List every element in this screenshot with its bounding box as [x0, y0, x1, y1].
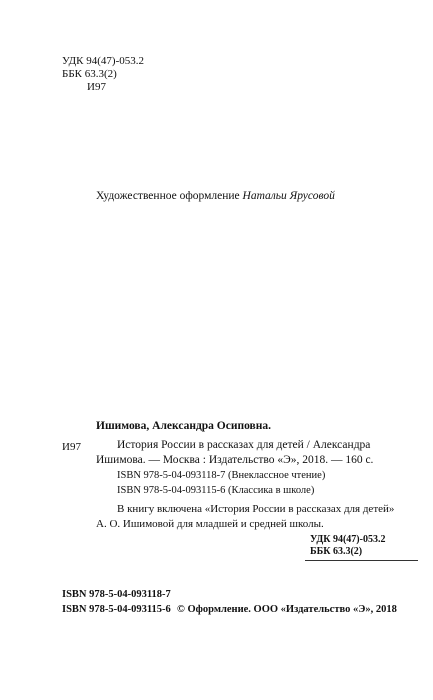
- art-credit: [96, 190, 335, 202]
- bbk-code: ББК 63.3(2): [62, 68, 117, 80]
- card-annotation-1: В книгу включена «История России в рассказах для детей»: [117, 503, 395, 515]
- card-isbn-2: ISBN 978-5-04-093115-6 (Классика в школе): [117, 485, 315, 496]
- footer-isbn-2: ISBN 978-5-04-093115-6: [62, 604, 171, 615]
- card-publisher-line: Ишимова. — Москва : Издательство «Э», 2018. — 160 с.: [96, 454, 374, 466]
- author-mark: И97: [87, 81, 106, 93]
- footer-isbn-1: ISBN 978-5-04-093118-7: [62, 589, 171, 600]
- card-author-mark: И97: [62, 441, 81, 453]
- card-title-line: История России в рассказах для детей / Александра: [117, 439, 371, 451]
- card-bbk: ББК 63.3(2): [310, 546, 363, 557]
- card-isbn-1: ISBN 978-5-04-093118-7 (Внеклассное чтение): [117, 470, 326, 481]
- card-annotation-2: А. О. Ишимовой для младшей и средней школы.: [96, 518, 324, 530]
- card-author: Ишимова, Александра Осиповна.: [96, 420, 272, 432]
- artist-name: Натальи Ярусовой: [242, 190, 335, 202]
- card-divider: [305, 560, 418, 561]
- art-credit-prefix: Художественное оформление: [96, 190, 243, 202]
- card-udk: УДК 94(47)-053.2: [310, 534, 386, 545]
- udk-code: УДК 94(47)-053.2: [62, 55, 145, 67]
- footer-copyright: © Оформление. ООО «Издательство «Э», 2018: [177, 604, 397, 615]
